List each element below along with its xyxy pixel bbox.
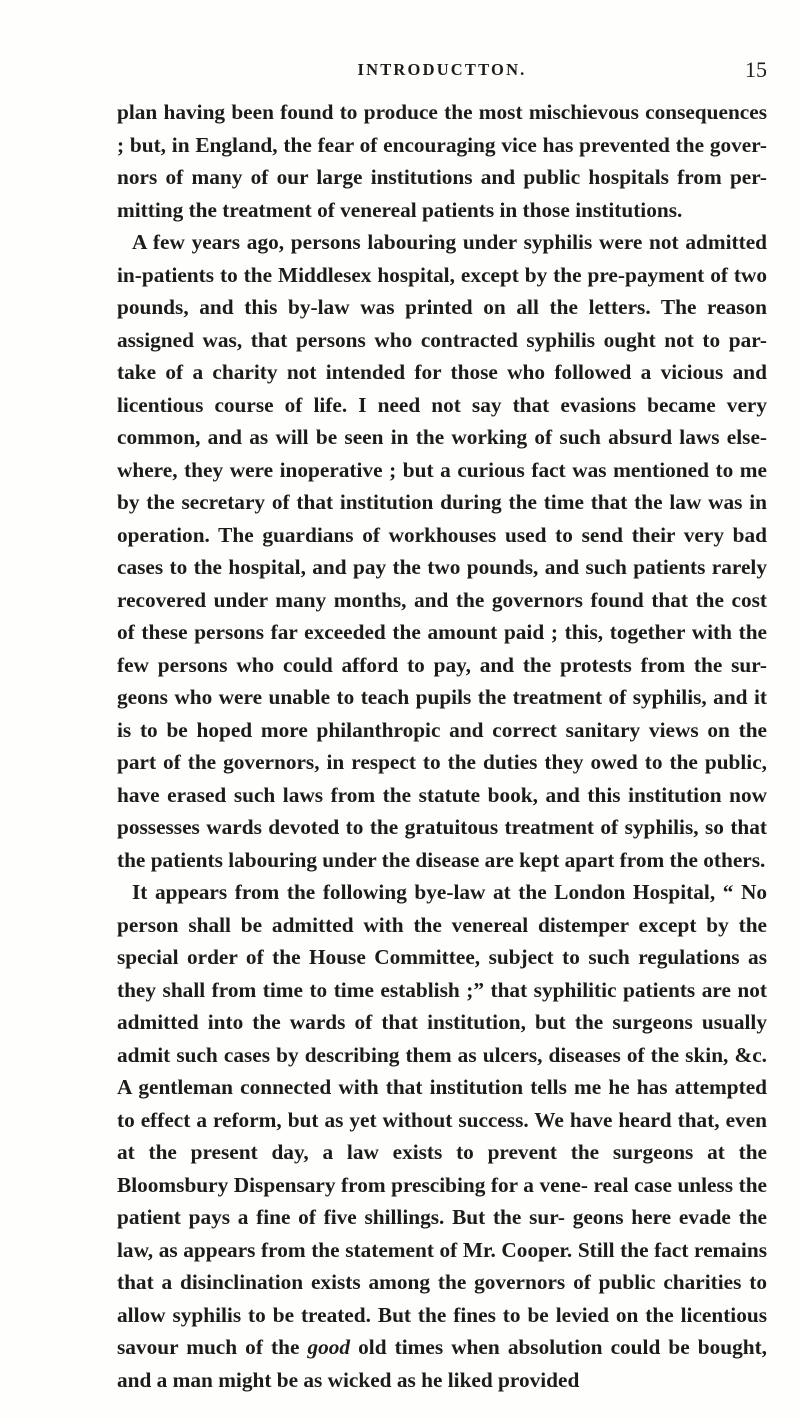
paragraph-text-before-italic: It appears from the following bye-law at the London Hospital, “ No person shall be admitted with the venereal distemper except by the special order of the House Committee, subject to such regulations as they shall from time to time establish ;” that syphilitic patients are not admitted into the wards of that institution, but the surgeons usually admit such cases by describing them as ulcers, diseases of the skin, &c. A gentleman connected with that institution tells me he has attempted to effect a reform, but as yet without success. We have heard that, even at the present day, a law exists to prevent the surgeons at the Bloomsbury Dispensary from prescibing for a vene- real case unless the patient pays a fine of five shillings. But the sur- geons here evade the law, as appears from the statement of Mr. Cooper. Still the fact remains that a disinclination exists among the governors of public charities to allow syphilis to be treated. But the fines to be levied on the licentious savour much of the (117, 880, 767, 1359)
body-text (117, 96, 767, 1396)
running-head: INTRODUCTTON. (357, 60, 527, 79)
page-number: 15 (745, 57, 767, 82)
paragraph-london-hospital (117, 876, 767, 1396)
italic-word: good (307, 1335, 351, 1359)
paragraph-text-after-italic: old times when absolution could be bought, and a man might be as wicked as he liked provided (117, 1335, 767, 1392)
page-header (117, 57, 767, 88)
paragraph-middlesex-hospital: A few years ago, persons labouring under syphilis were not admitted in-patients to the Middlesex hospital, except by the pre-payment of two pounds, and this by-law was printed on all the letters. The reason assigned was, that persons who contracted syphilis ought not to par- take of a charity not intended for those who followed a vicious and licentious course of life. I need not say that evasions became very common, and as will be seen in the working of such absurd laws else- where, they were inoperative ; but a curious fact was mentioned to me by the secretary of that institution during the time that the law was in operation. The guardians of workhouses used to send their very bad cases to the hospital, and pay the two pounds, and such patients rarely recovered under many months, and the governors found that the cost of these persons far exceeded the amount paid ; this, together with the few persons who could afford to pay, and the protests from the sur- geons who were unable to teach pupils the treatment of syphilis, and it is to be hoped more philanthropic and correct sanitary views on the part of the governors, in respect to the duties they owed to the public, have erased such laws from the statute book, and this institution now possesses wards devoted to the gratuitous treatment of syphilis, so that the patients labouring under the disease are kept apart from the others. (117, 230, 767, 872)
paragraph-continued: plan having been found to produce the most mischievous consequences ; but, in England, the fear of encouraging vice has prevented the gover- nors of many of our large institutions and public hospitals from per- mitting the treatment of venereal patients in those institutions. (117, 100, 767, 222)
